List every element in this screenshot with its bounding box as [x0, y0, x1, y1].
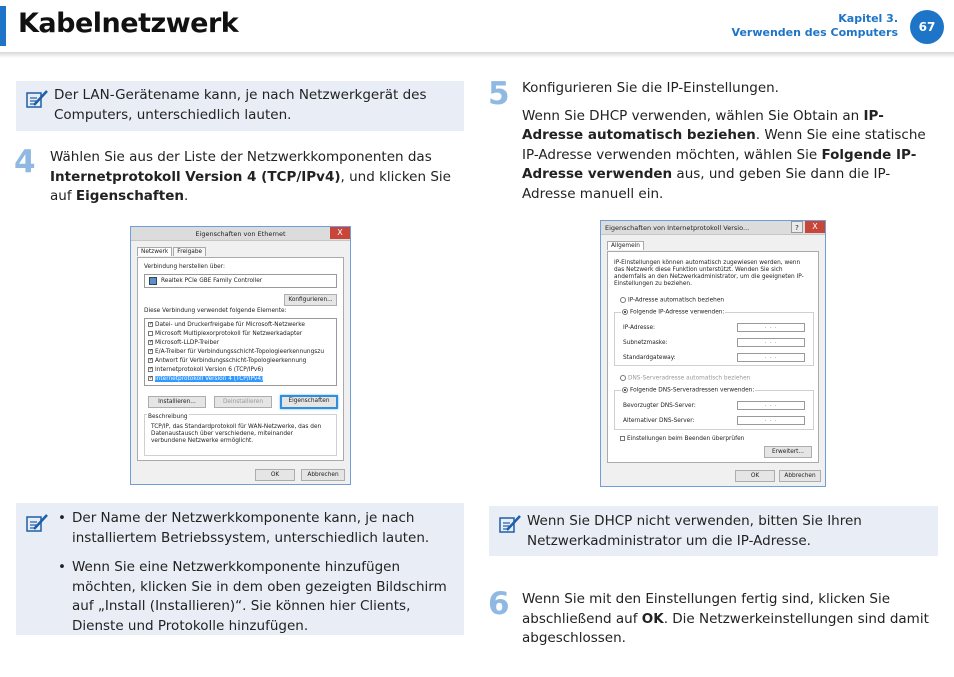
note-list	[56, 509, 456, 646]
component-checkbox[interactable]: ✓	[149, 339, 154, 345]
ip-address-input[interactable]: . . .	[737, 323, 805, 332]
gateway-label: Standardgateway:	[623, 355, 676, 361]
radio-label: Folgende IP-Adresse verwenden:	[630, 309, 725, 316]
radio-manual-dns[interactable]	[621, 387, 755, 394]
component-checkbox[interactable]: ✓	[149, 375, 154, 381]
ok-button[interactable]: OK	[255, 469, 295, 481]
gateway-input[interactable]: . . .	[737, 353, 805, 362]
cancel-button[interactable]: Abbrechen	[301, 469, 345, 481]
note-pencil-icon	[24, 511, 50, 537]
step-5-line1: Konfigurieren Sie die IP-Einstellungen.	[522, 80, 779, 96]
step-4-text-a: Wählen Sie aus der Liste der Netzwerkkomponenten das	[50, 149, 432, 165]
step-6-bold-a: OK	[641, 610, 664, 627]
component-row[interactable]	[148, 366, 333, 375]
radio-button[interactable]	[620, 375, 626, 381]
note-box-components	[16, 503, 464, 635]
radio-button[interactable]	[622, 387, 628, 393]
step-number-6: 6	[488, 586, 510, 622]
step-4-bold-a: Internetprotokoll Version 4 (TCP/IPv4)	[50, 168, 341, 185]
note-text: Wenn Sie DHCP nicht verwenden, bitten Sie Ihren Netzwerkadministrator um die IP-Adresse.	[527, 513, 862, 549]
component-checkbox[interactable]	[148, 331, 153, 336]
radio-auto-ip[interactable]	[620, 297, 724, 304]
advanced-button[interactable]: Erweitert...	[764, 446, 812, 458]
step-4-text-b: , und klicken Sie auf	[50, 168, 451, 204]
description-group	[144, 414, 337, 456]
step-5-text-c: aus, und geben Sie dann die IP-Adresse manuell ein.	[522, 166, 891, 202]
page-title: Kabelnetzwerk	[18, 8, 239, 39]
install-button[interactable]: Installieren...	[148, 396, 206, 408]
dialog-panel	[607, 251, 819, 463]
component-checkbox[interactable]: ✓	[149, 366, 154, 372]
configure-button[interactable]: Konfigurieren...	[284, 294, 337, 306]
note-box-lan-name	[16, 81, 464, 131]
component-row[interactable]	[148, 357, 333, 366]
radio-button[interactable]	[620, 297, 626, 303]
radio-label: IP-Adresse automatisch beziehen	[628, 297, 725, 304]
description-text: TCP/IP, das Standardprotokoll für WAN-Netzwerke, das den Datenaustausch über verschiedene, miteinander verbundene Netzwerke ermöglicht.	[151, 424, 322, 444]
dns-alternate-label: Alternativer DNS-Server:	[623, 418, 695, 424]
component-checkbox[interactable]: ✓	[149, 321, 154, 327]
dialog-titlebar	[131, 227, 350, 241]
note-pencil-icon	[24, 87, 50, 113]
header-divider	[0, 52, 954, 58]
dialog-panel	[137, 257, 344, 461]
subnet-mask-input[interactable]: . . .	[737, 338, 805, 347]
adapter-name: Realtek PCIe GBE Family Controller	[161, 278, 263, 284]
component-row[interactable]	[148, 330, 333, 339]
step-number-4: 4	[14, 144, 36, 180]
component-row[interactable]	[148, 321, 333, 330]
mask-label: Subnetzmaske:	[623, 340, 668, 346]
step-number-5: 5	[488, 76, 510, 112]
close-button[interactable]: X	[805, 221, 825, 233]
dialog-titlebar	[601, 221, 825, 235]
chapter-number: Kapitel 3.	[838, 12, 898, 25]
step-5-bold-b: Folgende IP-Adresse verwenden	[522, 146, 917, 182]
ip-label: IP-Adresse:	[623, 325, 655, 331]
dialog-title: Eigenschaften von Ethernet	[195, 230, 286, 238]
component-checkbox[interactable]: ✓	[149, 357, 154, 363]
uninstall-button[interactable]: Deinstallieren	[214, 396, 272, 408]
dns-group	[614, 387, 814, 430]
ipv4-properties-dialog	[600, 220, 826, 487]
step-4-bold-b: Eigenschaften	[75, 188, 185, 204]
step-4-text-c: .	[184, 188, 189, 204]
component-row-selected[interactable]	[148, 375, 333, 384]
note-text: Der LAN-Gerätename kann, je nach Netzwerkgerät des Computers, unterschiedlich lauten.	[54, 87, 427, 123]
dns-alternate-input[interactable]: . . .	[737, 416, 805, 425]
adapter-field	[144, 274, 337, 288]
page-number-badge: 67	[910, 10, 944, 44]
validate-checkbox[interactable]	[620, 436, 625, 441]
component-label: Internetprotokoll Version 4 (TCP/IPv4)	[155, 376, 264, 382]
step-5-paragraph	[522, 107, 942, 205]
dialog-tabs	[607, 241, 645, 250]
component-label: Antwort für Verbindungsschicht-Topologieerkennung	[155, 358, 307, 364]
note-box-dhcp	[489, 506, 938, 556]
component-label: Microsoft-LLDP-Treiber	[155, 340, 220, 346]
cancel-button[interactable]: Abbrechen	[779, 470, 821, 482]
note-list-item: • Der Name der Netzwerkkomponente kann, je nach installiertem Betriebssystem, unterschiedlich lauten.	[56, 509, 456, 548]
title-accent-bar	[0, 6, 6, 46]
ethernet-properties-dialog	[130, 226, 351, 485]
validate-checkbox-row[interactable]	[620, 436, 744, 442]
ok-button[interactable]: OK	[735, 470, 775, 482]
help-button[interactable]: ?	[791, 221, 803, 233]
note-pencil-icon	[497, 512, 523, 538]
step-5-text	[522, 79, 942, 212]
step-6-text	[522, 590, 942, 649]
dialog-title: Eigenschaften von Internetprotokoll Versio...	[605, 224, 750, 232]
step-6-text-b: . Die Netzwerkeinstellungen sind damit abgeschlossen.	[522, 610, 929, 646]
component-checkbox[interactable]: ✓	[149, 348, 154, 354]
component-row[interactable]	[148, 339, 333, 348]
validate-label: Einstellungen beim Beenden überprüfen	[627, 436, 745, 442]
properties-button[interactable]: Eigenschaften	[280, 395, 338, 409]
step-6-text-a: Wenn Sie mit den Einstellungen fertig sind, klicken Sie abschließend auf	[522, 591, 891, 627]
description-label: Beschreibung	[148, 414, 188, 420]
close-button[interactable]: X	[330, 227, 350, 239]
step-5-text-a: Wenn Sie DHCP verwenden, wählen Sie Obtain an	[522, 107, 864, 124]
radio-auto-dns[interactable]	[620, 375, 750, 382]
network-adapter-icon	[149, 277, 157, 285]
intro-text: IP-Einstellungen können automatisch zugewiesen werden, wenn das Netzwerk diese Funktion unterstützt. Wenden Sie sich andernfalls an den Netzwerkadministrator, um die geeigneten IP-Einstellungen zu beziehen.	[614, 260, 804, 287]
step-5-bold-a: IP-Adresse automatisch beziehen	[522, 107, 884, 143]
radio-label: Folgende DNS-Serveradressen verwenden:	[630, 387, 755, 394]
radio-label: DNS-Serveradresse automatisch beziehen	[628, 375, 751, 382]
tab-allgemein[interactable]: Allgemein	[607, 241, 644, 250]
component-row[interactable]	[148, 348, 333, 357]
dialog-tabs	[137, 247, 207, 256]
ip-group	[614, 309, 814, 366]
radio-manual-ip[interactable]	[621, 309, 725, 316]
dns-preferred-label: Bevorzugter DNS-Server:	[623, 403, 696, 409]
step-4-text	[50, 148, 465, 207]
component-label: E/A-Treiber für Verbindungsschicht-Topologieerkennungszu	[155, 349, 325, 355]
chapter-label	[732, 12, 898, 40]
component-label: Datei- und Druckerfreigabe für Microsoft-Netzwerke	[155, 322, 305, 328]
connect-label: Verbindung herstellen über:	[144, 264, 225, 270]
components-list[interactable]	[144, 318, 337, 386]
dns-preferred-input[interactable]: . . .	[737, 401, 805, 410]
tab-netzwerk[interactable]: Netzwerk	[137, 247, 172, 256]
component-label: Microsoft Multiplexorprotokoll für Netzwerkadapter	[155, 331, 303, 337]
tab-freigabe[interactable]: Freigabe	[173, 247, 206, 256]
note-list-item: • Wenn Sie eine Netzwerkkomponente hinzufügen möchten, klicken Sie in dem oben gezeigten Bildschirm auf „Install (Installieren)“. Sie können hier Clients, Dienste und Protokolle hinzufügen.	[56, 558, 456, 636]
components-label: Diese Verbindung verwendet folgende Elemente:	[144, 308, 287, 314]
radio-button[interactable]	[622, 309, 628, 315]
chapter-title: Verwenden des Computers	[731, 26, 898, 39]
step-5-text-b: . Wenn Sie eine statische IP-Adresse verwenden möchten, wählen Sie	[522, 127, 926, 163]
component-label: Internetprotokoll Version 6 (TCP/IPv6)	[155, 367, 264, 373]
